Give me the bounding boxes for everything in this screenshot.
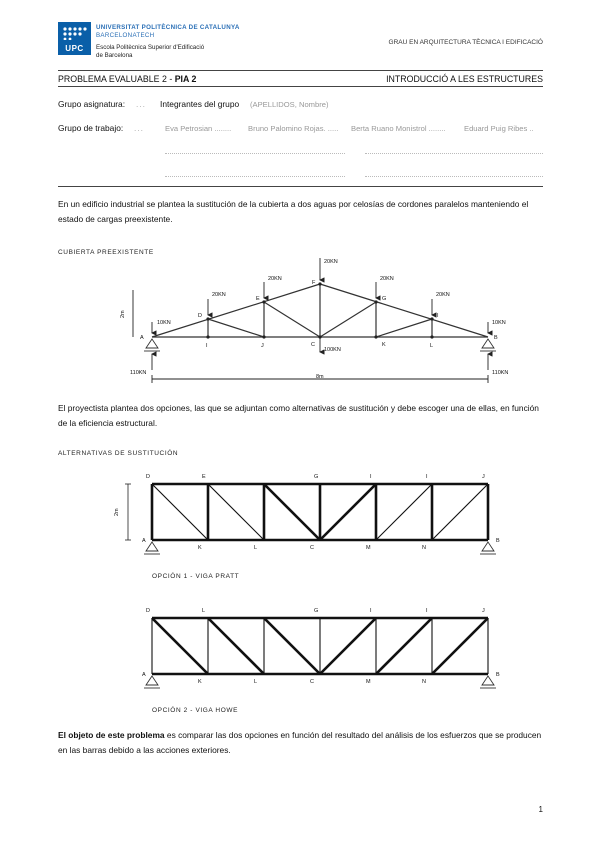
logo-text: UPC [65, 44, 84, 53]
node-label: M [366, 679, 371, 685]
reaction-right: 110KN [492, 370, 509, 376]
problem-title [58, 74, 196, 84]
member-line[interactable] [165, 176, 345, 177]
objective-text: es comparar las dos opciones en función del resultado del análisis de los esfuerzos que se producen en las barras debido a las acciones exteriores. [58, 730, 542, 755]
node-label: L [430, 343, 434, 349]
node-label: F [312, 280, 316, 286]
load-label: 20KN [268, 276, 282, 282]
node-label: I [370, 474, 372, 480]
figure2-caption: ALTERNATIVAS DE SUSTITUCIÓN [58, 450, 179, 457]
load-label: 10KN [157, 320, 171, 326]
node-label: N [422, 679, 426, 685]
course-title: INTRODUCCIÓ A LES ESTRUCTURES [386, 74, 543, 84]
member-1[interactable]: Eva Petrosian ........ [165, 124, 232, 133]
node-label: K [382, 342, 386, 348]
node-label: I [426, 608, 428, 614]
span-label: 8m [316, 374, 324, 380]
node-label: I [206, 343, 208, 349]
divider [58, 86, 543, 87]
node-label: L [254, 679, 258, 685]
option2-caption: OPCIÓN 2 - VIGA HOWE [152, 707, 239, 714]
node-label: A [140, 335, 144, 341]
node-label: J [482, 608, 485, 614]
load-label: 20KN [212, 292, 226, 298]
node-label: C [311, 342, 315, 348]
school-name: Escola Politècnica Superior d'Edificació [96, 44, 205, 51]
grupo-asignatura-label: Grupo asignatura: [58, 99, 126, 109]
reaction-left: 110KN [130, 370, 147, 376]
node-label: N [422, 545, 426, 551]
load-label: 10KN [492, 320, 506, 326]
node-label: K [198, 545, 202, 551]
objective-bold: El objeto de este problema [58, 730, 165, 740]
divider [58, 186, 543, 187]
university-subtitle: BARCELONATECH [96, 32, 155, 39]
upc-logo [58, 22, 91, 55]
node-label: K [198, 679, 202, 685]
node-label: B [494, 335, 498, 341]
node-label: A [142, 672, 146, 678]
objective-paragraph [58, 728, 543, 758]
divider [58, 70, 543, 71]
options-paragraph: El proyectista plantea dos opciones, las que se adjuntan como alternativas de sustitución y debe escoger una de ellas, en función de la eficiencia estructural. [58, 403, 539, 428]
node-label: L [254, 545, 258, 551]
grupo-asignatura-field[interactable]: ... [136, 99, 146, 109]
node-label: I [370, 608, 372, 614]
node-label: G [314, 474, 319, 480]
load-label: 20KN [324, 259, 338, 265]
member-3[interactable]: Berta Ruano Monistrol ........ [351, 124, 446, 133]
problem-prefix: PROBLEMA EVALUABLE 2 - [58, 74, 175, 84]
node-label: M [366, 545, 371, 551]
alternatives-diagram [110, 465, 520, 715]
member-2[interactable]: Bruno Palomino Rojas. ..... [248, 124, 339, 133]
node-label: C [310, 545, 314, 551]
node-label: J [261, 343, 264, 349]
member-line[interactable] [165, 153, 345, 154]
node-label: E [256, 296, 260, 302]
node-label: A [142, 538, 146, 544]
figure1-caption: CUBIERTA PREEXISTENTE [58, 249, 154, 256]
integrantes-label: Integrantes del grupo [160, 99, 240, 109]
problem-code: PIA 2 [174, 74, 197, 84]
node-label: C [310, 679, 314, 685]
node-label: B [496, 672, 500, 678]
option1-caption: OPCIÓN 1 - VIGA PRATT [152, 573, 240, 580]
logo-dots-icon [62, 26, 87, 40]
school-city: de Barcelona [96, 52, 133, 59]
node-label: D [146, 474, 150, 480]
member-line[interactable] [365, 153, 543, 154]
node-label: L [202, 608, 206, 614]
grupo-trabajo-label: Grupo de trabajo: [58, 123, 124, 133]
node-label: B [496, 538, 500, 544]
degree-name: GRAU EN ARQUITECTURA TÈCNICA I EDIFICACIÓ [388, 39, 543, 46]
height-label: 2m [120, 310, 126, 318]
node-label: I [437, 313, 439, 319]
node-label: D [198, 313, 202, 319]
member-line[interactable] [365, 176, 543, 177]
node-label: E [202, 474, 206, 480]
roof-truss-diagram [100, 245, 530, 385]
intro-paragraph: En un edificio industrial se plantea la sustitución de la cubierta a dos aguas por celosías de cordones paralelos manteniendo el estado de cargas preexistente. [58, 199, 529, 224]
member-4[interactable]: Eduard Puig Ribes .. [464, 124, 534, 133]
node-label: G [382, 296, 387, 302]
load-label: 20KN [380, 276, 394, 282]
height-label: 2m [114, 508, 120, 516]
load-label: 20KN [436, 292, 450, 298]
university-name: UNIVERSITAT POLITÈCNICA DE CATALUNYA [96, 24, 240, 31]
node-label: J [482, 474, 485, 480]
node-label: D [146, 608, 150, 614]
center-load-label: 100KN [324, 347, 341, 353]
node-label: I [426, 474, 428, 480]
grupo-trabajo-field[interactable]: ... [134, 123, 144, 133]
integrantes-hint: (APELLIDOS, Nombre) [250, 100, 329, 109]
page-number: 1 [538, 805, 543, 814]
node-label: G [314, 608, 319, 614]
